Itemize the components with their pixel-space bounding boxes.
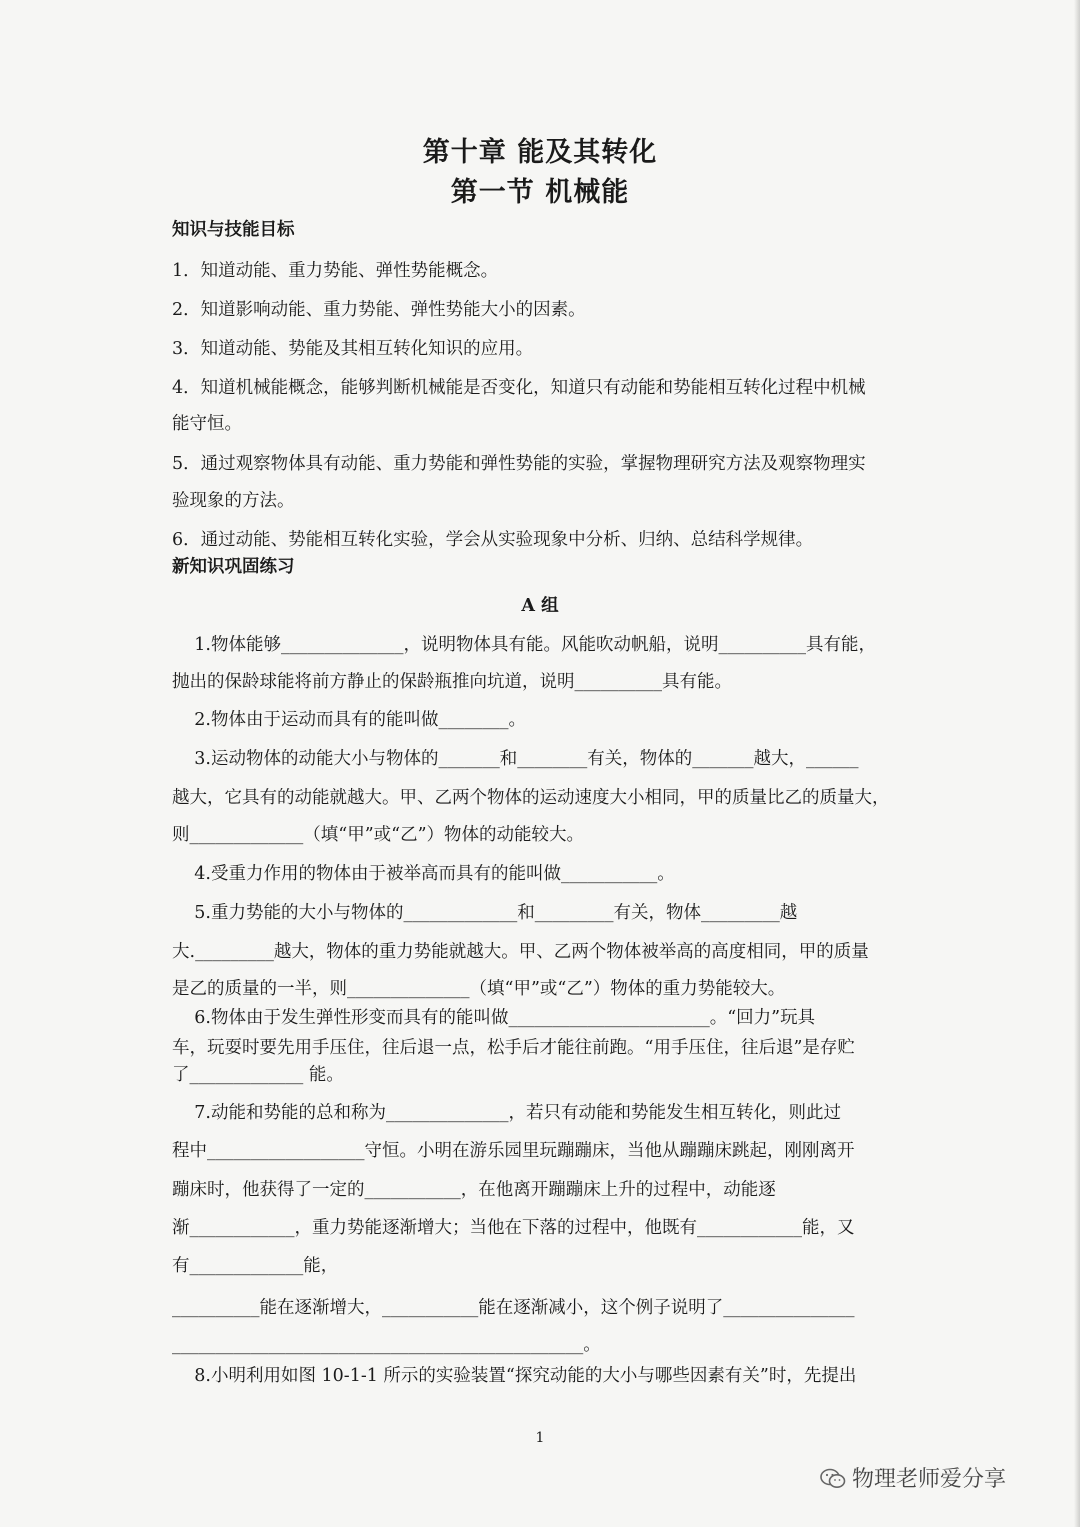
exercise-line: 7.动能和势能的总和称为______________，若只有动能和势能发生相互转化，则此过: [172, 1103, 841, 1123]
exercise-line: 8.小明利用如图 10-1-1 所示的实验装置“探究动能的大小与哪些因素有关”时，先提出: [172, 1366, 857, 1386]
exercise-line: 5.重力势能的大小与物体的_____________和_________有关，物体_________越: [172, 903, 798, 923]
exercise-line: 则_____________（填“甲”或“乙”）物体的动能较大。: [172, 825, 585, 845]
exercise-line: 了_____________ 能。: [172, 1065, 344, 1085]
practice-heading: 新知识巩固练习: [172, 557, 295, 577]
exercise-line: 车，玩耍时要先用手压住，往后退一点，松手后才能往前跑。“用手压住，往后退”是存贮: [172, 1038, 855, 1058]
exercise-line: _______________________________________________。: [172, 1335, 601, 1355]
exercise-line: 是乙的质量的一半，则______________（填“甲”或“乙”）物体的重力势能较大。: [172, 979, 786, 999]
goal-line: 验现象的方法。: [172, 491, 295, 511]
group-label: A 组: [521, 596, 559, 616]
exercise-line: __________能在逐渐增大，___________能在逐渐减小，这个例子说明了_______________: [172, 1298, 855, 1318]
wechat-icon: [820, 1468, 846, 1490]
goal-line: 4．知道机械能概念，能够判断机械能是否变化，知道只有动能和势能相互转化过程中机械: [172, 378, 866, 398]
exercise-line: 有_____________能，: [172, 1256, 339, 1276]
scan-edge: [1074, 0, 1080, 1527]
exercise-line: 抛出的保龄球能将前方静止的保龄瓶推向坑道，说明__________具有能。: [172, 672, 732, 692]
exercise-line: 4.受重力作用的物体由于被举高而具有的能叫做___________。: [172, 864, 675, 884]
exercise-line: 蹦床时，他获得了一定的___________，在他离开蹦蹦床上升的过程中，动能逐: [172, 1180, 776, 1200]
exercise-line: 渐____________，重力势能逐渐增大；当他在下落的过程中，他既有____________能，又: [172, 1218, 855, 1238]
chapter-title: 第十章 能及其转化: [422, 137, 658, 168]
exercise-line: 3.运动物体的动能大小与物体的_______和________有关，物体的_______越大，______: [172, 749, 859, 769]
section-title: 第一节 机械能: [450, 177, 630, 208]
goal-line: 能守恒。: [172, 414, 242, 434]
goals-heading: 知识与技能目标: [172, 220, 295, 240]
goal-line: 3．知道动能、势能及其相互转化知识的应用。: [172, 339, 534, 359]
watermark: [820, 1462, 1006, 1493]
exercise-line: 6.物体由于发生弹性形变而具有的能叫做_______________________。“回力”玩具: [172, 1008, 816, 1028]
exercise-line: 大._________越大，物体的重力势能就越大。甲、乙两个物体被举高的高度相同，甲的质量: [172, 942, 869, 962]
exercise-line: 越大，它具有的动能就越大。甲、乙两个物体的运动速度大小相同，甲的质量比乙的质量大，: [172, 788, 890, 808]
watermark-text: 物理老师爱分享: [852, 1467, 1007, 1492]
goal-line: 1．知道动能、重力势能、弹性势能概念。: [172, 261, 499, 281]
goal-line: 5．通过观察物体具有动能、重力势能和弹性势能的实验，掌握物理研究方法及观察物理实: [172, 454, 866, 474]
goal-line: 6．通过动能、势能相互转化实验，学会从实验现象中分析、归纳、总结科学规律。: [172, 530, 814, 550]
page-number: 1: [535, 1430, 545, 1446]
exercise-line: 2.物体由于运动而具有的能叫做________。: [172, 710, 526, 730]
exercise-line: 程中__________________守恒。小明在游乐园里玩蹦蹦床，当他从蹦蹦床跳起，刚刚离开: [172, 1141, 855, 1161]
goal-line: 2．知道影响动能、重力势能、弹性势能大小的因素。: [172, 300, 586, 320]
exercise-line: 1.物体能够______________，说明物体具有能。风能吹动帆船，说明__________具有能，: [172, 635, 876, 655]
